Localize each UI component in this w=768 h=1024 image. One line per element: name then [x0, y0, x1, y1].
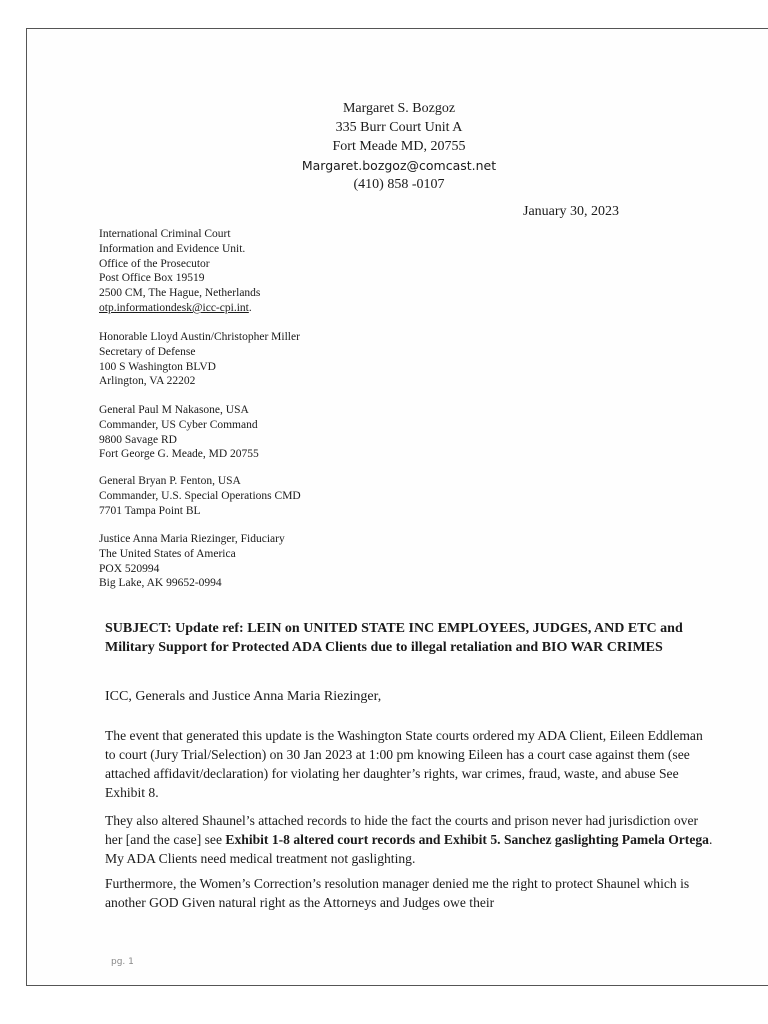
recipient-line: Arlington, VA 22202	[99, 375, 196, 388]
recipient-line: The United States of America	[99, 547, 236, 560]
letter-page	[26, 28, 768, 986]
recipient-secretary-of-defense	[99, 330, 300, 389]
recipient-line: 2500 CM, The Hague, Netherlands	[99, 287, 261, 300]
body-paragraph-2	[105, 811, 715, 868]
salutation: ICC, Generals and Justice Anna Maria Riezinger,	[105, 689, 382, 704]
page-number: pg. 1	[111, 957, 134, 967]
recipient-line: Office of the Prosecutor	[99, 257, 210, 270]
recipient-line: Big Lake, AK 99652-0994	[99, 577, 222, 590]
paragraph-2-text-end: . My ADA Clients need medical treatment not gaslighting.	[105, 832, 713, 866]
recipient-line: 9800 Savage RD	[99, 433, 177, 446]
recipient-line: General Paul M Nakasone, USA	[99, 404, 249, 416]
sender-name: Margaret S. Bozgoz	[342, 101, 456, 116]
recipient-line: Commander, US Cyber Command	[99, 418, 258, 431]
recipient-line: International Criminal Court	[99, 228, 231, 240]
link-suffix: .	[248, 301, 252, 314]
recipient-line: General Bryan P. Fenton, USA	[99, 475, 241, 487]
recipient-line: Secretary of Defense	[99, 345, 196, 358]
subject-line: SUBJECT: Update ref: LEIN on UNITED STATE INC EMPLOYEES, JUDGES, AND ETC and Military Support for Protected ADA Clients due to illegal retaliation and BIO WAR CRIMES	[105, 621, 683, 655]
body-paragraph-3: Furthermore, the Women’s Correction’s resolution manager denied me the right to protect Shaunel which is another GOD Given natural right as the Attorneys and Judges owe their	[105, 876, 690, 910]
recipient-icc	[99, 227, 260, 316]
recipient-line: Commander, U.S. Special Operations CMD	[99, 489, 301, 502]
paragraph-2-bold: Exhibit 1-8 altered court records and Exhibit 5. Sanchez gaslighting Pamela Ortega	[225, 832, 709, 847]
sender-address-line-2: Fort Meade MD, 20755	[332, 139, 466, 154]
sender-block	[27, 99, 768, 194]
recipient-line: Justice Anna Maria Riezinger, Fiduciary	[99, 533, 285, 545]
paragraph-2-text: They also altered Shaunel’s attached records to hide the fact the courts and prison never had jurisdiction over her [and the case] see	[105, 813, 699, 847]
recipient-line: Information and Evidence Unit.	[99, 242, 246, 255]
recipient-line: Fort George G. Meade, MD 20755	[99, 448, 259, 461]
recipient-line: Honorable Lloyd Austin/Christopher Miller	[99, 331, 300, 343]
recipient-cyber-command	[99, 403, 259, 462]
recipient-line: 7701 Tampa Point BL	[99, 504, 201, 517]
body-paragraph-1: The event that generated this update is the Washington State courts ordered my ADA Client, Eileen Eddleman to court (Jury Trial/Selection) on 30 Jan 2023 at 1:00 pm knowing Eileen has a court case against them (see attached affidavit/declaration) for violating her daughter’s rights, war crimes, fraud, waste, and abuse See Exhibit 8.	[105, 728, 703, 800]
sender-email: Margaret.bozgoz@comcast.net	[301, 158, 497, 173]
sender-phone: (410) 858 -0107	[353, 177, 445, 192]
recipient-line: Post Office Box 19519	[99, 272, 205, 285]
recipient-line: POX 520994	[99, 562, 160, 575]
recipient-justice-riezinger	[99, 532, 285, 591]
letter-date: January 30, 2023	[523, 204, 620, 219]
recipient-line: 100 S Washington BLVD	[99, 360, 216, 373]
sender-address-line-1: 335 Burr Court Unit A	[335, 120, 463, 135]
recipient-special-operations	[99, 474, 301, 518]
icc-email-link[interactable]: otp.informationdesk@icc-cpi.int	[99, 301, 249, 314]
